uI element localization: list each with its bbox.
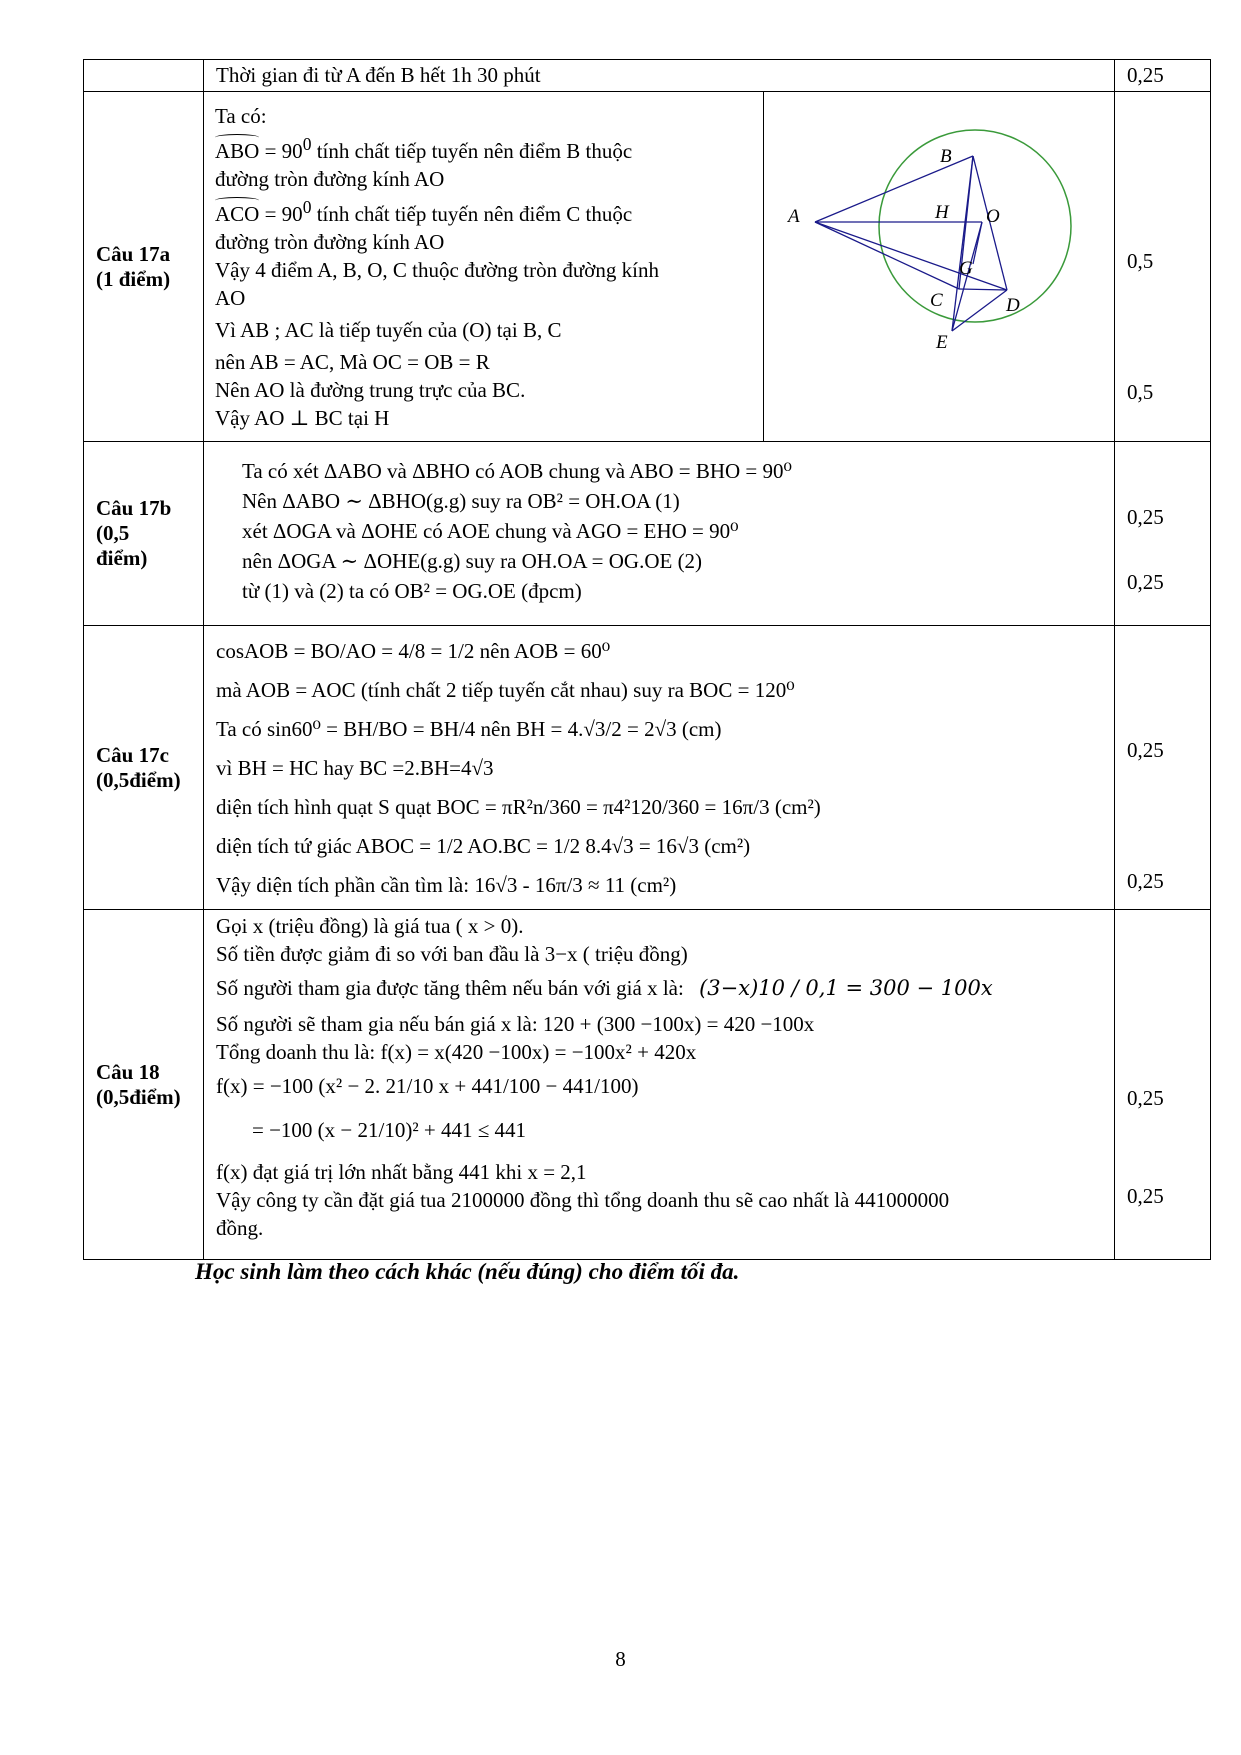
q18-line: f(x) = −100 (x² − 2. 21/10 x + 441/100 − 441/100) bbox=[216, 1074, 639, 1098]
q17c-line: diện tích hình quạt S quạt BOC = πR²n/360 = π4²120/360 = 16π/3 (cm²) bbox=[216, 795, 821, 819]
table-row bbox=[84, 60, 1211, 92]
footer-note: Học sinh làm theo cách khác (nếu đúng) cho điểm tối đa. bbox=[195, 1259, 740, 1284]
q17a-label: Câu 17a bbox=[96, 241, 171, 266]
q18-points: (0,5điểm) bbox=[96, 1084, 181, 1109]
q18-line: Gọi x (triệu đồng) là giá tua ( x > 0). bbox=[216, 914, 524, 938]
row0-content: Thời gian đi từ A đến B hết 1h 30 phút bbox=[204, 60, 1115, 92]
table-row-18 bbox=[84, 910, 1211, 1260]
q17b-text bbox=[204, 442, 1115, 626]
table-row-17c bbox=[84, 626, 1211, 910]
q18-line: Số người tham gia được tăng thêm nếu bán với giá x là: (3−x)10 / 0,1 = 300 − 100x bbox=[216, 976, 993, 1000]
q17a-line: AO bbox=[215, 286, 246, 310]
q17c-line: Ta có sin60⁰ = BH/BO = BH/4 nên BH = 4.√3/2 = 2√3 (cm) bbox=[216, 717, 722, 741]
q17a-line: nên AB = AC, Mà OC = OB = R bbox=[215, 350, 490, 374]
q17b-line: Nên ΔABO ∼ ΔBHO(g.g) suy ra OB² = OH.OA (1) bbox=[242, 489, 680, 513]
q17a-line: Vậy 4 điểm A, B, O, C thuộc đường tròn đường kính bbox=[215, 258, 659, 282]
q18-score-1: 0,25 bbox=[1127, 1086, 1164, 1110]
q17c-line: cosAOB = BO/AO = 4/8 = 1/2 nên AOB = 60⁰ bbox=[216, 639, 611, 663]
label-d: D bbox=[1006, 295, 1020, 316]
q18-line: đồng. bbox=[216, 1216, 264, 1240]
q17b-line: nên ΔOGA ∼ ΔOHE(g.g) suy ra OH.OA = OG.OE (2) bbox=[242, 549, 703, 573]
page-number: 8 bbox=[615, 1647, 626, 1671]
label-a: A bbox=[788, 206, 800, 227]
label-g: G bbox=[959, 258, 973, 279]
q17c-text bbox=[204, 626, 1115, 910]
q18-line: f(x) đạt giá trị lớn nhất bằng 441 khi x = 2,1 bbox=[216, 1160, 587, 1184]
q17a-points: (1 điểm) bbox=[96, 266, 171, 291]
q18-line: Số tiền được giảm đi so với ban đầu là 3−x ( triệu đồng) bbox=[216, 942, 688, 966]
q17b-points-unit: điểm) bbox=[96, 546, 148, 570]
row0-score: 0,25 bbox=[1115, 60, 1211, 92]
q17c-line: Vậy diện tích phần cần tìm là: 16√3 - 16π/3 ≈ 11 (cm²) bbox=[216, 873, 677, 897]
q17a-line: đường tròn đường kính AO bbox=[215, 230, 445, 254]
q18-score-2: 0,25 bbox=[1127, 1184, 1164, 1208]
q17b-line: xét ΔOGA và ΔOHE có AOE chung và AGO = EHO = 90⁰ bbox=[242, 519, 739, 543]
label-e: E bbox=[936, 332, 948, 353]
q17c-score-2: 0,25 bbox=[1127, 869, 1164, 893]
q17b-score-2: 0,25 bbox=[1127, 570, 1164, 594]
circle-o bbox=[879, 130, 1071, 322]
q17c-line: mà AOB = AOC (tính chất 2 tiếp tuyến cắt nhau) suy ra BOC = 120⁰ bbox=[216, 678, 795, 702]
table-row-17b bbox=[84, 442, 1211, 626]
label-c: C bbox=[930, 290, 943, 311]
label-b: B bbox=[940, 146, 952, 167]
q17b-points: (0,5 bbox=[96, 521, 130, 545]
q17b-line: từ (1) và (2) ta có OB² = OG.OE (đpcm) bbox=[242, 579, 582, 603]
q18-line: Số người sẽ tham gia nếu bán giá x là: 120 + (300 −100x) = 420 −100x bbox=[216, 1012, 815, 1036]
circle-tangent-diagram bbox=[764, 92, 1114, 441]
q17c-label: Câu 17c bbox=[96, 742, 169, 767]
q18-label: Câu 18 bbox=[96, 1059, 160, 1084]
q17c-score-1: 0,25 bbox=[1127, 738, 1164, 762]
label-h: H bbox=[935, 202, 949, 223]
q17a-score-1: 0,5 bbox=[1127, 249, 1154, 273]
q18-text bbox=[204, 910, 1115, 1260]
q17a-text bbox=[204, 92, 764, 441]
q17a-line: ACO = $90^0$ tính chất tiếp tuyến nên điểm C thuộc bbox=[215, 197, 633, 226]
q18-line: Vậy công ty cần đặt giá tua 2100000 đồng thì tổng doanh thu sẽ cao nhất là 441000000 bbox=[216, 1188, 950, 1212]
q18-line: = −100 (x − 21/10)² + 441 ≤ 441 bbox=[252, 1118, 527, 1142]
q17b-score-1: 0,25 bbox=[1127, 505, 1164, 529]
geometry-figure bbox=[764, 92, 1114, 441]
q17c-line: diện tích tứ giác ABOC = 1/2 AO.BC = 1/2 8.4√3 = 16√3 (cm²) bbox=[216, 834, 751, 858]
table-row-17a bbox=[84, 92, 1211, 442]
q17b-line: Ta có xét ΔABO và ΔBHO có AOB chung và ABO = BHO = 90⁰ bbox=[242, 459, 792, 483]
q17a-score-2: 0,5 bbox=[1127, 380, 1154, 404]
q17a-line: Vì AB ; AC là tiếp tuyến của (O) tại B, C bbox=[215, 318, 562, 342]
q17a-line: Ta có: bbox=[215, 104, 267, 128]
label-o: O bbox=[986, 206, 1000, 227]
q17c-line: vì BH = HC hay BC =2.BH=4√3 bbox=[216, 756, 494, 780]
figure-lines bbox=[815, 156, 1007, 331]
q17a-line: Nên AO là đường trung trực của BC. bbox=[215, 378, 526, 402]
q17c-points: (0,5điểm) bbox=[96, 767, 181, 792]
q18-line: Tổng doanh thu là: f(x) = x(420 −100x) = −100x² + 420x bbox=[216, 1040, 697, 1064]
answer-table bbox=[83, 59, 1211, 1260]
q17b-label: Câu 17b bbox=[96, 496, 172, 520]
q17a-line: Vậy AO ⊥ BC tại H bbox=[215, 406, 390, 430]
q17a-line: đường tròn đường kính AO bbox=[215, 167, 445, 191]
q17a-line: ABO = $90^0$ tính chất tiếp tuyến nên điểm B thuộc bbox=[215, 134, 633, 163]
